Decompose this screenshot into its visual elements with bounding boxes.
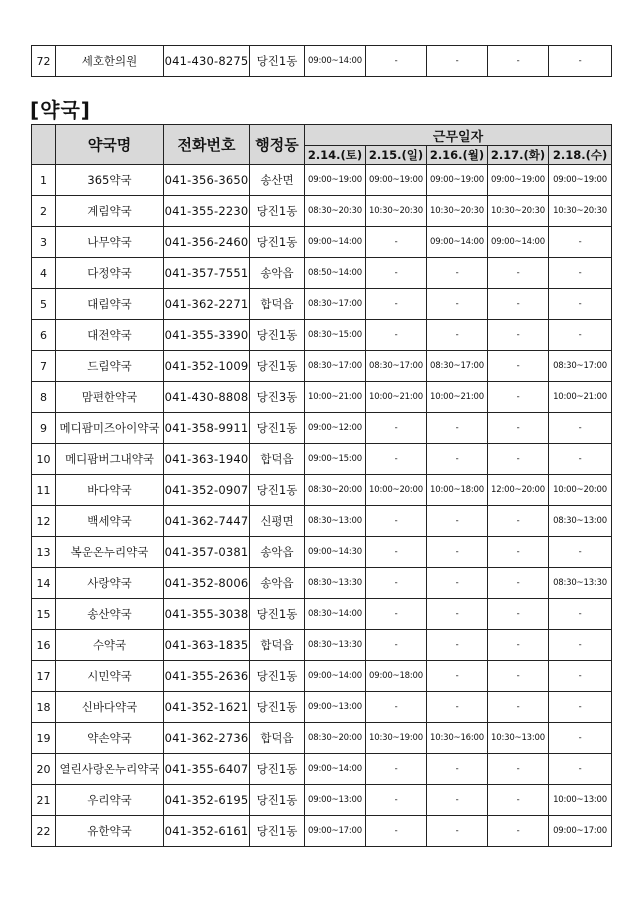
district: 당진1동 <box>250 413 305 444</box>
pharmacy-name: 맘편한약국 <box>56 382 164 413</box>
hours-cell: 10:30~13:00 <box>488 723 549 754</box>
district: 합덕읍 <box>250 444 305 475</box>
hours-cell: - <box>427 46 488 77</box>
pharmacy-name: 나무약국 <box>56 227 164 258</box>
table-row <box>32 630 612 661</box>
table-row <box>32 816 612 847</box>
pharmacy-name: 바다약국 <box>56 475 164 506</box>
phone-number: 041-355-2230 <box>164 196 250 227</box>
hours-cell: - <box>488 785 549 816</box>
hours-cell: 08:30~17:00 <box>305 351 366 382</box>
row-number: 13 <box>32 537 56 568</box>
table-row <box>32 227 612 258</box>
hours-cell: 10:30~19:00 <box>366 723 427 754</box>
row-number: 3 <box>32 227 56 258</box>
row-number: 6 <box>32 320 56 351</box>
hours-cell: - <box>427 413 488 444</box>
hours-cell: 09:00~19:00 <box>366 165 427 196</box>
hours-cell: 08:30~13:00 <box>305 506 366 537</box>
hours-cell: 10:30~20:30 <box>427 196 488 227</box>
row-number: 15 <box>32 599 56 630</box>
phone-number: 041-352-0907 <box>164 475 250 506</box>
hours-cell: 09:00~13:00 <box>305 692 366 723</box>
phone-number: 041-356-2460 <box>164 227 250 258</box>
pharmacy-name: 시민약국 <box>56 661 164 692</box>
pharmacy-name: 열린사랑온누리약국 <box>56 754 164 785</box>
hours-cell: - <box>366 568 427 599</box>
hours-cell: - <box>549 723 612 754</box>
hours-cell: - <box>366 785 427 816</box>
district: 합덕읍 <box>250 630 305 661</box>
row-number: 12 <box>32 506 56 537</box>
district: 합덕읍 <box>250 289 305 320</box>
hours-cell: - <box>488 537 549 568</box>
table-row <box>32 196 612 227</box>
hours-cell: - <box>366 444 427 475</box>
district: 당진1동 <box>250 196 305 227</box>
pharmacy-name: 계림약국 <box>56 196 164 227</box>
table-row <box>32 289 612 320</box>
pharmacy-name: 메디팜미즈아이약국 <box>56 413 164 444</box>
header-name: 약국명 <box>56 125 164 165</box>
phone-number: 041-362-2736 <box>164 723 250 754</box>
hours-cell: - <box>488 258 549 289</box>
hours-cell: - <box>366 46 427 77</box>
phone-number: 041-355-3038 <box>164 599 250 630</box>
phone-number: 041-362-7447 <box>164 506 250 537</box>
district: 송악읍 <box>250 537 305 568</box>
header-date: 2.17.(화) <box>488 146 549 165</box>
phone-number: 041-355-6407 <box>164 754 250 785</box>
pharmacy-name: 365약국 <box>56 165 164 196</box>
hours-cell: 09:00~14:00 <box>305 754 366 785</box>
phone-number: 041-356-3650 <box>164 165 250 196</box>
hours-cell: - <box>488 568 549 599</box>
pharmacy-name: 대전약국 <box>56 320 164 351</box>
section-title: [약국] <box>30 98 91 122</box>
district: 신평면 <box>250 506 305 537</box>
hours-cell: 09:00~19:00 <box>305 165 366 196</box>
row-number: 21 <box>32 785 56 816</box>
clinic-table-tail <box>31 45 612 77</box>
hours-cell: - <box>549 630 612 661</box>
hours-cell: - <box>549 413 612 444</box>
phone-number: 041-355-3390 <box>164 320 250 351</box>
pharmacy-name: 송산약국 <box>56 599 164 630</box>
table-row <box>32 413 612 444</box>
pharmacy-name: 복운온누리약국 <box>56 537 164 568</box>
district: 당진1동 <box>250 475 305 506</box>
header-date: 2.15.(일) <box>366 146 427 165</box>
phone-number: 041-352-8006 <box>164 568 250 599</box>
phone-number: 041-430-8275 <box>164 46 250 77</box>
hours-cell: 09:00~14:30 <box>305 537 366 568</box>
hours-cell: - <box>549 444 612 475</box>
table-row <box>32 723 612 754</box>
hours-cell: 08:50~14:00 <box>305 258 366 289</box>
hours-cell: 10:30~20:30 <box>366 196 427 227</box>
district: 송산면 <box>250 165 305 196</box>
hours-cell: 10:00~21:00 <box>305 382 366 413</box>
hours-cell: 08:30~13:00 <box>549 506 612 537</box>
hours-cell: 08:30~14:00 <box>305 599 366 630</box>
hours-cell: - <box>488 506 549 537</box>
header-phone: 전화번호 <box>164 125 250 165</box>
hours-cell: 10:00~13:00 <box>549 785 612 816</box>
hours-cell: 08:30~17:00 <box>427 351 488 382</box>
hours-cell: - <box>427 785 488 816</box>
hours-cell: - <box>427 816 488 847</box>
hours-cell: - <box>549 599 612 630</box>
hours-cell: 09:00~12:00 <box>305 413 366 444</box>
hours-cell: - <box>427 506 488 537</box>
pharmacy-name: 유한약국 <box>56 816 164 847</box>
row-number: 1 <box>32 165 56 196</box>
row-number: 7 <box>32 351 56 382</box>
hours-cell: 10:00~21:00 <box>366 382 427 413</box>
table-row <box>32 444 612 475</box>
pharmacy-rows <box>32 165 612 847</box>
hours-cell: - <box>488 289 549 320</box>
district: 당진1동 <box>250 599 305 630</box>
pharmacy-name: 대림약국 <box>56 289 164 320</box>
hours-cell: 08:30~17:00 <box>549 351 612 382</box>
pharmacy-table <box>31 124 612 847</box>
hours-cell: 09:00~18:00 <box>366 661 427 692</box>
hours-cell: - <box>488 599 549 630</box>
hours-cell: 10:00~21:00 <box>427 382 488 413</box>
district: 당진1동 <box>250 692 305 723</box>
hours-cell: - <box>488 444 549 475</box>
phone-number: 041-362-2271 <box>164 289 250 320</box>
hours-cell: - <box>427 692 488 723</box>
hours-cell: 09:00~17:00 <box>305 816 366 847</box>
row-number: 16 <box>32 630 56 661</box>
hours-cell: - <box>488 754 549 785</box>
table-row <box>32 258 612 289</box>
row-number: 19 <box>32 723 56 754</box>
phone-number: 041-355-2636 <box>164 661 250 692</box>
district: 송악읍 <box>250 258 305 289</box>
pharmacy-name: 약손약국 <box>56 723 164 754</box>
pharmacy-name: 수약국 <box>56 630 164 661</box>
row-number: 20 <box>32 754 56 785</box>
phone-number: 041-363-1835 <box>164 630 250 661</box>
hours-cell: - <box>366 630 427 661</box>
row-number: 18 <box>32 692 56 723</box>
hours-cell: - <box>366 816 427 847</box>
phone-number: 041-357-7551 <box>164 258 250 289</box>
header-date: 2.14.(토) <box>305 146 366 165</box>
header-work-days: 근무일자 <box>305 125 612 146</box>
phone-number: 041-358-9911 <box>164 413 250 444</box>
hours-cell: 08:30~17:00 <box>366 351 427 382</box>
row-number: 14 <box>32 568 56 599</box>
header-number <box>32 125 56 165</box>
table-row <box>32 475 612 506</box>
phone-number: 041-352-1621 <box>164 692 250 723</box>
district: 당진1동 <box>250 754 305 785</box>
hours-cell: - <box>549 537 612 568</box>
table-row <box>32 785 612 816</box>
row-number: 4 <box>32 258 56 289</box>
hours-cell: - <box>366 258 427 289</box>
pharmacy-name: 사랑약국 <box>56 568 164 599</box>
phone-number: 041-352-1009 <box>164 351 250 382</box>
header-row <box>32 125 612 146</box>
pharmacy-name: 신바다약국 <box>56 692 164 723</box>
hours-cell: 08:30~20:30 <box>305 196 366 227</box>
hours-cell: - <box>549 258 612 289</box>
hours-cell: - <box>427 537 488 568</box>
hours-cell: - <box>427 320 488 351</box>
district: 당진3동 <box>250 382 305 413</box>
district: 당진1동 <box>250 320 305 351</box>
row-number: 72 <box>32 46 56 77</box>
row-number: 5 <box>32 289 56 320</box>
hours-cell: - <box>427 599 488 630</box>
hours-cell: - <box>549 320 612 351</box>
hours-cell: 12:00~20:00 <box>488 475 549 506</box>
pharmacy-name: 우리약국 <box>56 785 164 816</box>
table-row <box>32 46 612 77</box>
hours-cell: - <box>366 227 427 258</box>
hours-cell: 09:00~14:00 <box>305 661 366 692</box>
hours-cell: 10:00~21:00 <box>549 382 612 413</box>
district: 합덕읍 <box>250 723 305 754</box>
hours-cell: 08:30~15:00 <box>305 320 366 351</box>
phone-number: 041-430-8808 <box>164 382 250 413</box>
hours-cell: - <box>427 444 488 475</box>
hours-cell: - <box>427 661 488 692</box>
clinic-name: 세호한의원 <box>56 46 164 77</box>
hours-cell: - <box>366 413 427 444</box>
hours-cell: - <box>427 754 488 785</box>
hours-cell: 09:00~14:00 <box>488 227 549 258</box>
hours-cell: 09:00~19:00 <box>549 165 612 196</box>
hours-cell: 09:00~15:00 <box>305 444 366 475</box>
pharmacy-name: 드림약국 <box>56 351 164 382</box>
table-row <box>32 506 612 537</box>
pharmacy-name: 백세약국 <box>56 506 164 537</box>
hours-cell: 10:00~18:00 <box>427 475 488 506</box>
row-number: 22 <box>32 816 56 847</box>
hours-cell: 08:30~13:30 <box>305 568 366 599</box>
phone-number: 041-352-6161 <box>164 816 250 847</box>
hours-cell: - <box>488 382 549 413</box>
hours-cell: - <box>549 692 612 723</box>
table-row <box>32 692 612 723</box>
table-row <box>32 568 612 599</box>
hours-cell: - <box>549 754 612 785</box>
table-row <box>32 165 612 196</box>
table-row <box>32 320 612 351</box>
hours-cell: - <box>549 289 612 320</box>
hours-cell: - <box>366 692 427 723</box>
table-row <box>32 537 612 568</box>
row-number: 10 <box>32 444 56 475</box>
hours-cell: 09:00~19:00 <box>488 165 549 196</box>
hours-cell: 08:30~13:30 <box>549 568 612 599</box>
hours-cell: - <box>427 568 488 599</box>
header-district: 행정동 <box>250 125 305 165</box>
table-row <box>32 599 612 630</box>
district: 당진1동 <box>250 661 305 692</box>
hours-cell: 09:00~14:00 <box>305 227 366 258</box>
hours-cell: - <box>488 816 549 847</box>
phone-number: 041-352-6195 <box>164 785 250 816</box>
pharmacy-name: 다정약국 <box>56 258 164 289</box>
district: 당진1동 <box>250 46 305 77</box>
district: 당진1동 <box>250 816 305 847</box>
row-number: 17 <box>32 661 56 692</box>
table-row <box>32 351 612 382</box>
hours-cell: - <box>488 351 549 382</box>
hours-cell: - <box>488 320 549 351</box>
hours-cell: 10:00~20:00 <box>549 475 612 506</box>
header-date: 2.18.(수) <box>549 146 612 165</box>
hours-cell: - <box>366 537 427 568</box>
hours-cell: - <box>549 46 612 77</box>
hours-cell: - <box>366 506 427 537</box>
hours-cell: 08:30~17:00 <box>305 289 366 320</box>
hours-cell: - <box>366 599 427 630</box>
hours-cell: 08:30~20:00 <box>305 723 366 754</box>
phone-number: 041-363-1940 <box>164 444 250 475</box>
table-row <box>32 661 612 692</box>
hours-cell: 10:30~16:00 <box>427 723 488 754</box>
hours-cell: - <box>488 630 549 661</box>
row-number: 9 <box>32 413 56 444</box>
hours-cell: - <box>488 46 549 77</box>
hours-cell: 09:00~13:00 <box>305 785 366 816</box>
hours-cell: - <box>366 289 427 320</box>
hours-cell: - <box>427 630 488 661</box>
row-number: 2 <box>32 196 56 227</box>
hours-cell: - <box>427 289 488 320</box>
hours-cell: - <box>427 258 488 289</box>
pharmacy-name: 메디팜버그내약국 <box>56 444 164 475</box>
row-number: 11 <box>32 475 56 506</box>
district: 당진1동 <box>250 227 305 258</box>
hours-cell: 10:30~20:30 <box>488 196 549 227</box>
phone-number: 041-357-0381 <box>164 537 250 568</box>
hours-cell: - <box>366 754 427 785</box>
hours-cell: 09:00~14:00 <box>305 46 366 77</box>
district: 송악읍 <box>250 568 305 599</box>
hours-cell: 09:00~17:00 <box>549 816 612 847</box>
hours-cell: 09:00~19:00 <box>427 165 488 196</box>
hours-cell: - <box>549 661 612 692</box>
district: 당진1동 <box>250 351 305 382</box>
hours-cell: - <box>366 320 427 351</box>
header-date: 2.16.(월) <box>427 146 488 165</box>
hours-cell: 08:30~13:30 <box>305 630 366 661</box>
district: 당진1동 <box>250 785 305 816</box>
hours-cell: - <box>488 413 549 444</box>
hours-cell: - <box>488 692 549 723</box>
hours-cell: 10:30~20:30 <box>549 196 612 227</box>
hours-cell: 09:00~14:00 <box>427 227 488 258</box>
table-row <box>32 382 612 413</box>
hours-cell: 08:30~20:00 <box>305 475 366 506</box>
hours-cell: 10:00~20:00 <box>366 475 427 506</box>
hours-cell: - <box>549 227 612 258</box>
hours-cell: - <box>488 661 549 692</box>
row-number: 8 <box>32 382 56 413</box>
table-row <box>32 754 612 785</box>
